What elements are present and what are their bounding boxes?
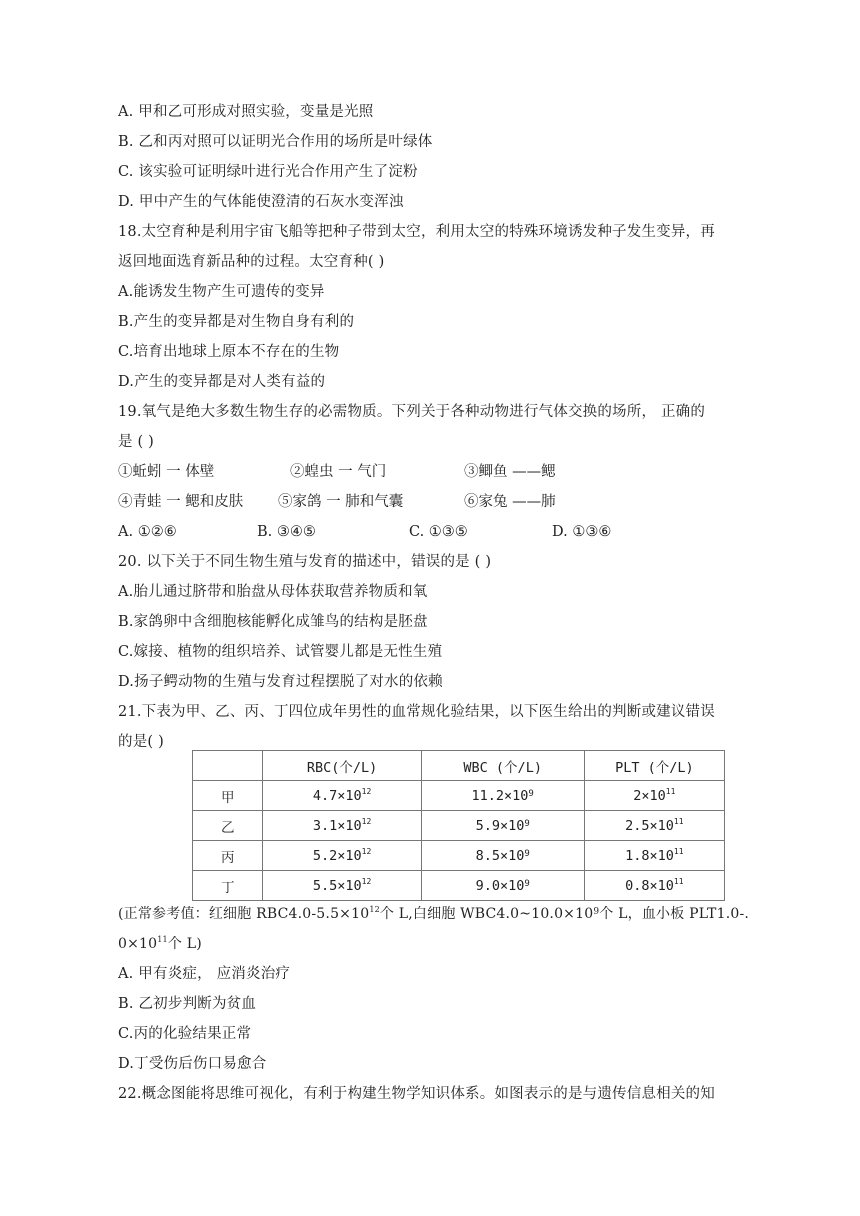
q19-item-2: ②蝗虫 一 气门 — [290, 464, 387, 480]
q18-option-a: A.能诱发生物产生可遗传的变异 — [118, 284, 325, 300]
q18-stem-line1: 18.太空育种是利用宇宙飞船等把种子带到太空，利用太空的特殊环境诱发种子发生变异，再 — [118, 224, 715, 240]
table-cell-rbc: $5.2\times 10^{12}$ — [263, 841, 421, 871]
table-cell-wbc: $11.2\times 10^9$ — [421, 781, 584, 811]
table-cell-rbc: $5.5\times 10^{12}$ — [263, 871, 421, 901]
table-row — [193, 811, 725, 841]
q21-option-d: D.丁受伤后伤口易愈合 — [118, 1056, 267, 1072]
q20-option-c: C.嫁接、植物的组织培养、试管婴儿都是无性生殖 — [118, 644, 443, 660]
table-cell-wbc: $9.0\times 10^9$ — [421, 871, 584, 901]
q18-option-d: D.产生的变异都是对人类有益的 — [118, 374, 326, 390]
q19-stem-line1: 19.氧气是绝大多数生物生存的必需物质。下列关于各种动物进行气体交换的场所， 正确的 — [118, 404, 706, 420]
q20-stem: 20. 以下关于不同生物生殖与发育的描述中，错误的是 ( ) — [118, 554, 492, 570]
table-header-wbc: WBC (个/L) — [421, 751, 584, 781]
table-cell-name: 丙 — [193, 841, 263, 871]
q21-option-a: A. 甲有炎症， 应消炎治疗 — [118, 966, 291, 982]
q18-stem-line2: 返回地面选育新品种的过程。太空育种( ) — [118, 254, 385, 270]
table-header-blank — [193, 751, 263, 781]
q19-item-6: ⑥家兔 ——肺 — [464, 494, 556, 510]
table-header-plt: PLT (个/L) — [584, 751, 724, 781]
table-cell-name: 乙 — [193, 811, 263, 841]
table-cell-rbc: $4.7\times 10^{12}$ — [263, 781, 421, 811]
q17-option-b: B. 乙和丙对照可以证明光合作用的场所是叶绿体 — [118, 134, 433, 150]
q17-option-c: C. 该实验可证明绿叶进行光合作用产生了淀粉 — [118, 164, 418, 180]
q19-options — [118, 522, 611, 542]
q20-option-b: B.家鸽卵中含细胞核能孵化成雏鸟的结构是胚盘 — [118, 614, 428, 630]
q18-option-b: B.产生的变异都是对生物自身有利的 — [118, 314, 355, 330]
q19-item-4: ④青蛙 一 鳃和皮肤 — [118, 494, 244, 510]
table-row — [193, 841, 725, 871]
table-cell-rbc: $3.1\times 10^{12}$ — [263, 811, 421, 841]
q17-option-a: A. 甲和乙可形成对照实验，变量是光照 — [118, 104, 374, 120]
table-row — [193, 871, 725, 901]
table-cell-name: 丁 — [193, 871, 263, 901]
q19-option-b: B. ③④⑤ — [257, 524, 316, 540]
q18-option-c: C.培育出地球上原本不存在的生物 — [118, 344, 340, 360]
q19-option-d: D. ①③⑥ — [552, 524, 612, 540]
q19-animal-row-2 — [118, 492, 556, 512]
table-cell-wbc: $8.5\times 10^9$ — [421, 841, 584, 871]
q19-item-1: ①蚯蚓 一 体壁 — [118, 464, 215, 480]
q17-option-d: D. 甲中产生的气体能使澄清的石灰水变浑浊 — [118, 194, 404, 210]
q21-reference-line1: (正常参考值：红细胞 $RBC4.0-5.5\times 10^{12}$个 L,白细胞 $WBC4.0\sim 10.0\times 10^9$个 L，血小板 PLT1.0-. — [118, 905, 750, 922]
table-cell-plt: $1.8\times 10^{11}$ — [584, 841, 724, 871]
table-cell-plt: $2.5\times 10^{11}$ — [584, 811, 724, 841]
q19-animal-row-1 — [118, 462, 556, 482]
q20-option-d: D.扬子鳄动物的生殖与发育过程摆脱了对水的依赖 — [118, 674, 443, 690]
q21-reference-line2: $0\times 10^{11}$个 L) — [118, 935, 202, 952]
q19-option-a: A. ①②⑥ — [118, 524, 177, 540]
table-header-rbc: RBC(个/L) — [263, 751, 421, 781]
table-header-row — [193, 751, 725, 781]
table-cell-wbc: $5.9\times 10^9$ — [421, 811, 584, 841]
q20-option-a: A.胎儿通过脐带和胎盘从母体获取营养物质和氧 — [118, 584, 428, 600]
table-row — [193, 781, 725, 811]
q19-option-c: C. ①③⑤ — [409, 524, 468, 540]
table-cell-plt: $0.8\times 10^{11}$ — [584, 871, 724, 901]
q21-stem-line2: 的是( ) — [118, 734, 164, 750]
q21-option-c: C.丙的化验结果正常 — [118, 1026, 252, 1042]
table-cell-name: 甲 — [193, 781, 263, 811]
q19-item-3: ③鲫鱼 ——鳃 — [464, 464, 556, 480]
blood-test-table — [192, 750, 725, 901]
q21-stem-line1: 21.下表为甲、乙、丙、丁四位成年男性的血常规化验结果，以下医生给出的判断或建议错误 — [118, 704, 715, 720]
q22-stem: 22.概念图能将思维可视化，有利于构建生物学知识体系。如图表示的是与遗传信息相关的知 — [118, 1086, 715, 1102]
q19-item-5: ⑤家鸽 一 肺和气囊 — [278, 494, 404, 510]
q21-option-b: B. 乙初步判断为贫血 — [118, 996, 257, 1012]
q19-stem-line2: 是 ( ) — [118, 434, 155, 450]
table-cell-plt: $2\times 10^{11}$ — [584, 781, 724, 811]
